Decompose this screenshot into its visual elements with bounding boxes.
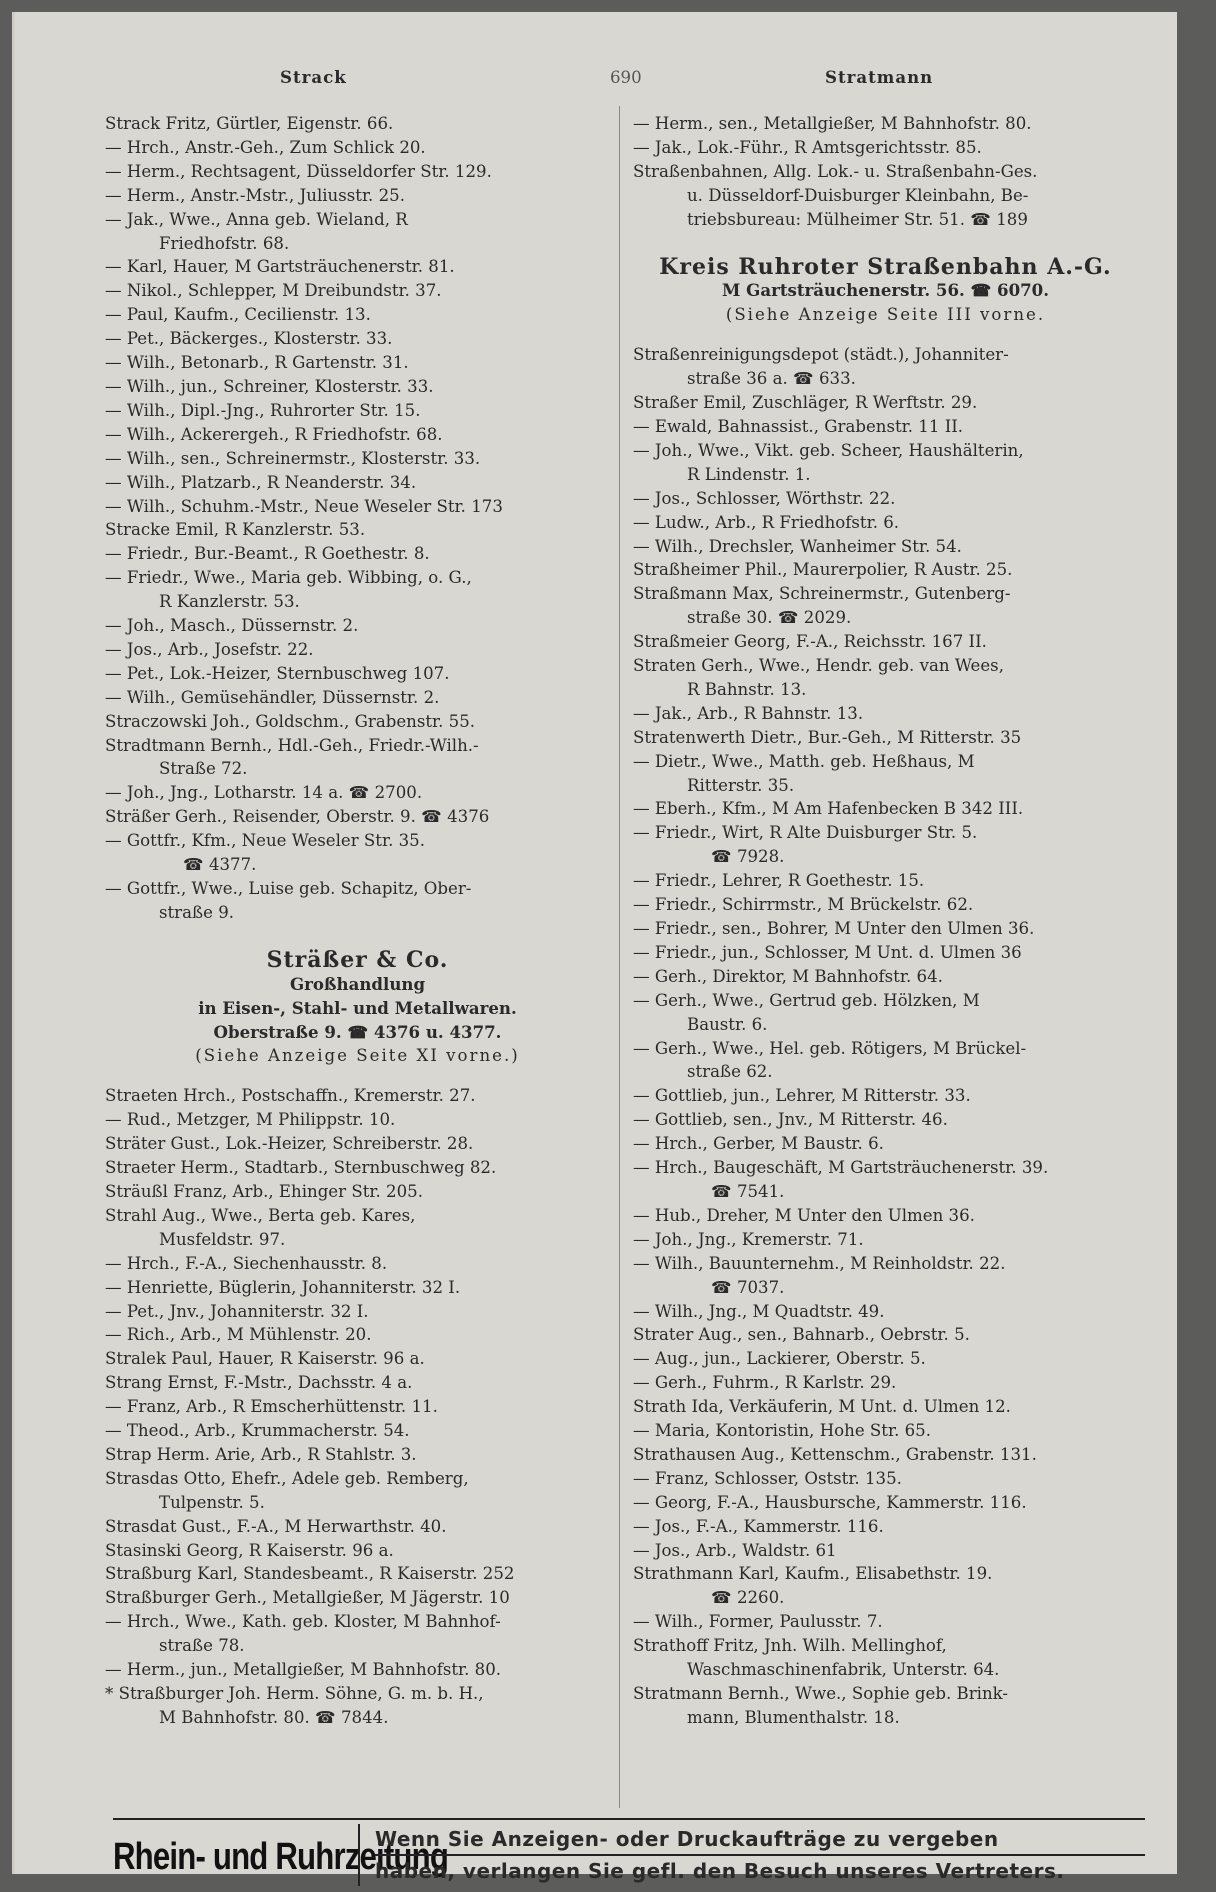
entry: — Hrch., Wwe., Kath. geb. Kloster, M Bahnhof- (105, 1612, 501, 1632)
entry: — Wilh., Dipl.-Jng., Ruhrorter Str. 15. (105, 400, 421, 420)
entry: Strater Aug., sen., Bahnarb., Oebrstr. 5. (633, 1325, 970, 1345)
entry: Strap Herm. Arie, Arb., R Stahlstr. 3. (105, 1444, 417, 1464)
entry: Strath Ida, Verkäuferin, M Unt. d. Ulmen 12. (633, 1397, 1011, 1417)
entry-continuation: straße 78. (159, 1636, 245, 1656)
ad-line: (Siehe Anzeige Seite XI vorne.) (195, 1046, 520, 1066)
entry: — Gerh., Direktor, M Bahnhofstr. 64. (633, 966, 943, 986)
newspaper-logo: Rhein- und Ruhrzeitung (113, 1836, 449, 1878)
entry: Straßheimer Phil., Maurerpolier, R Austr. 25. (633, 560, 1013, 580)
entry: — Rich., Arb., M Mühlenstr. 20. (105, 1325, 372, 1345)
header-left-keyword: Strack (280, 67, 347, 87)
entry-continuation: mann, Blumenthalstr. 18. (687, 1707, 900, 1727)
entry: — Gottlieb, sen., Jnv., M Ritterstr. 46. (633, 1110, 948, 1130)
entry: Strasdat Gust., F.-A., M Herwarthstr. 40. (105, 1516, 447, 1536)
entry: Strahl Aug., Wwe., Berta geb. Kares, (105, 1205, 416, 1225)
entry: — Wilh., Jng., M Quadtstr. 49. (633, 1301, 885, 1321)
entry-continuation: Ritterstr. 35. (687, 775, 795, 795)
entry: — Jos., Arb., Waldstr. 61 (633, 1540, 837, 1560)
entry: — Joh., Masch., Düssernstr. 2. (105, 616, 359, 636)
entry: — Friedr., Lehrer, R Goethestr. 15. (633, 871, 925, 891)
advertisement-strassenbahn (633, 253, 1138, 328)
entry-continuation: straße 62. (687, 1062, 773, 1082)
entry-continuation: Musfeldstr. 97. (159, 1229, 286, 1249)
entry-continuation: ☎ 2260. (711, 1588, 785, 1608)
entry: — Hub., Dreher, M Unter den Ulmen 36. (633, 1205, 975, 1225)
entry: — Herm., sen., Metallgießer, M Bahnhofstr. 80. (633, 114, 1032, 133)
entry: — Joh., Jng., Kremerstr. 71. (633, 1229, 864, 1249)
entry: — Henriette, Büglerin, Johanniterstr. 32 I. (105, 1277, 461, 1297)
entry: Straßburger Gerh., Metallgießer, M Jägerstr. 10 (105, 1588, 510, 1608)
entry-continuation: Waschmaschinenfabrik, Unterstr. 64. (687, 1660, 1000, 1680)
entry: * Straßburger Joh. Herm. Söhne, G. m. b. H., (105, 1684, 484, 1703)
entry: — Jos., F.-A., Kammerstr. 116. (633, 1516, 884, 1536)
entry: — Gerh., Wwe., Hel. geb. Rötigers, M Brückel- (633, 1038, 1027, 1058)
footer-ad-line: Wenn Sie Anzeigen- oder Druckaufträge zu vergeben (375, 1824, 1145, 1856)
entry: Stratmann Bernh., Wwe., Sophie geb. Brink- (633, 1684, 1009, 1703)
entry-continuation: triebsbureau: Mülheimer Str. 51. ☎ 189 (687, 209, 1028, 229)
entry: Straßenreinigungsdepot (städt.), Johanniter- (633, 345, 1009, 365)
entry: — Friedr., Schirrmstr., M Brückelstr. 62. (633, 895, 974, 915)
ad-line: Oberstraße 9. ☎ 4376 u. 4377. (213, 1021, 502, 1042)
entry: — Pet., Jnv., Johanniterstr. 32 I. (105, 1301, 369, 1321)
entry-continuation: straße 9. (159, 902, 235, 922)
entry: — Friedr., sen., Bohrer, M Unter den Ulmen 36. (633, 919, 1035, 938)
entry-continuation: ☎ 7928. (711, 847, 785, 867)
entry: — Hrch., Anstr.-Geh., Zum Schlick 20. (105, 137, 426, 157)
entry: — Ewald, Bahnassist., Grabenstr. 11 II. (633, 416, 964, 436)
entry: — Wilh., jun., Schreiner, Klosterstr. 33. (105, 376, 434, 396)
ad-line: Großhandlung (289, 973, 426, 994)
ad-title: Kreis Ruhroter Straßenbahn A.-G. (659, 253, 1112, 280)
entry: Stracke Emil, R Kanzlerstr. 53. (105, 520, 366, 540)
entry: — Aug., jun., Lackierer, Oberstr. 5. (633, 1349, 926, 1369)
entry: — Paul, Kaufm., Cecilienstr. 13. (105, 305, 371, 325)
entry: Strathoff Fritz, Jnh. Wilh. Mellinghof, (633, 1636, 947, 1656)
entry: — Wilh., Platzarb., R Neanderstr. 34. (105, 472, 417, 492)
entry: — Hrch., F.-A., Siechenhausstr. 8. (105, 1253, 388, 1273)
entry: — Gottlieb, jun., Lehrer, M Ritterstr. 33. (633, 1086, 971, 1106)
entry: — Maria, Kontoristin, Hohe Str. 65. (633, 1421, 932, 1441)
entry: Straßmann Max, Schreinermstr., Gutenberg- (633, 584, 1011, 604)
entry: — Jak., Lok.-Führ., R Amtsgerichtsstr. 85. (633, 137, 982, 157)
entry: Strathmann Karl, Kaufm., Elisabethstr. 19. (633, 1564, 993, 1584)
entry: — Friedr., Wirt, R Alte Duisburger Str. 5. (633, 823, 978, 843)
directory-page (105, 66, 1153, 1883)
ad-line: M Gartsträuchenerstr. 56. ☎ 6070. (722, 280, 1049, 301)
entry: — Wilh., Bauunternehm., M Reinholdstr. 22. (633, 1253, 1006, 1273)
entry: — Herm., jun., Metallgießer, M Bahnhofstr. 80. (105, 1660, 502, 1680)
footer-ad-line: haben, verlangen Sie gefl. den Besuch unseres Vertreters. (375, 1859, 1065, 1883)
entry: — Hrch., Baugeschäft, M Gartsträuchenerstr. 39. (633, 1158, 1049, 1178)
entry: — Wilh., sen., Schreinermstr., Klosterstr. 33. (105, 448, 481, 468)
footer-ad-text (375, 1824, 1145, 1886)
entry: — Wilh., Betonarb., R Gartenstr. 31. (105, 353, 409, 373)
entry-continuation: M Bahnhofstr. 80. ☎ 7844. (159, 1707, 389, 1727)
entry: — Wilh., Ackerergeh., R Friedhofstr. 68. (105, 424, 443, 444)
entry: — Herm., Anstr.-Mstr., Juliusstr. 25. (105, 185, 405, 205)
page-header (105, 66, 1153, 102)
entry: — Rud., Metzger, M Philippstr. 10. (105, 1110, 396, 1130)
entry: Stradtmann Bernh., Hdl.-Geh., Friedr.-Wilh.- (105, 735, 479, 755)
entry: Straßburg Karl, Standesbeamt., R Kaiserstr. 252 (105, 1564, 515, 1584)
entry: — Wilh., Schuhm.-Mstr., Neue Weseler Str. 173 (105, 496, 503, 516)
entry-continuation: ☎ 7541. (711, 1181, 785, 1201)
entry: Sträter Gust., Lok.-Heizer, Schreiberstr. 28. (105, 1134, 474, 1154)
entry-continuation: u. Düsseldorf-Duisburger Kleinbahn, Be- (687, 185, 1029, 205)
entry: — Hrch., Gerber, M Baustr. 6. (633, 1134, 884, 1154)
entry-continuation: R Kanzlerstr. 53. (159, 592, 300, 612)
entry-continuation: Baustr. 6. (687, 1014, 768, 1034)
entry: Strack Fritz, Gürtler, Eigenstr. 66. (105, 114, 394, 133)
entry: — Franz, Schlosser, Oststr. 135. (633, 1468, 902, 1488)
entry: — Franz, Arb., R Emscherhüttenstr. 11. (105, 1397, 438, 1417)
entry: Straßmeier Georg, F.-A., Reichsstr. 167 II. (633, 632, 987, 652)
entry: — Ludw., Arb., R Friedhofstr. 6. (633, 512, 900, 532)
entry: Straeter Herm., Stadtarb., Sternbuschweg 82. (105, 1158, 497, 1178)
entry: — Jos., Arb., Josefstr. 22. (105, 639, 314, 659)
entry: — Eberh., Kfm., M Am Hafenbecken B 342 III. (633, 799, 1024, 819)
footer-divider (358, 1824, 360, 1886)
footer-advertisement (113, 1818, 1145, 1892)
entry-continuation: straße 36 a. ☎ 633. (687, 369, 856, 389)
entry: Straeten Hrch., Postschaffn., Kremerstr. 27. (105, 1086, 476, 1106)
entry: — Gerh., Wwe., Gertrud geb. Hölzken, M (633, 990, 980, 1010)
entry-continuation: Friedhofstr. 68. (159, 233, 290, 253)
entry: — Herm., Rechtsagent, Düsseldorfer Str. 129. (105, 161, 492, 181)
entry-continuation: ☎ 4377. (183, 855, 257, 875)
entry-continuation: ☎ 7037. (711, 1277, 785, 1297)
entry: Strasdas Otto, Ehefr., Adele geb. Remberg, (105, 1468, 469, 1488)
entry: Stralek Paul, Hauer, R Kaiserstr. 96 a. (105, 1349, 425, 1369)
entry-continuation: R Lindenstr. 1. (687, 464, 811, 484)
entry: — Jak., Arb., R Bahnstr. 13. (633, 703, 864, 723)
entry-continuation: R Bahnstr. 13. (687, 679, 807, 699)
entry: — Joh., Wwe., Vikt. geb. Scheer, Haushälterin, (633, 440, 1024, 460)
ad-line: (Siehe Anzeige Seite III vorne. (725, 305, 1046, 325)
entry: Straßer Emil, Zuschläger, R Werftstr. 29. (633, 393, 978, 413)
entry: — Jos., Schlosser, Wörthstr. 22. (633, 488, 896, 508)
entry: — Pet., Bäckerges., Klosterstr. 33. (105, 329, 393, 349)
entry-continuation: Tulpenstr. 5. (159, 1492, 265, 1512)
left-column (105, 112, 610, 1730)
column-divider (619, 106, 620, 1808)
entry: Strang Ernst, F.-Mstr., Dachsstr. 4 a. (105, 1373, 413, 1393)
entry: Sträußl Franz, Arb., Ehinger Str. 205. (105, 1181, 423, 1201)
page-number: 690 (610, 68, 642, 87)
entry: Straten Gerh., Wwe., Hendr. geb. van Wees, (633, 656, 1004, 676)
entry: — Karl, Hauer, M Gartsträuchenerstr. 81. (105, 257, 455, 277)
entry: Strathausen Aug., Kettenschm., Grabenstr. 131. (633, 1444, 1037, 1464)
entry: Straßenbahnen, Allg. Lok.- u. Straßenbahn-Ges. (633, 161, 1038, 181)
ad-line: in Eisen-, Stahl- und Metallwaren. (198, 997, 517, 1018)
entry: — Dietr., Wwe., Matth. geb. Heßhaus, M (633, 751, 975, 771)
entry-continuation: Straße 72. (159, 759, 248, 779)
advertisement-straesser (105, 946, 610, 1069)
page-sheet (12, 12, 1177, 1883)
entry: — Wilh., Drechsler, Wanheimer Str. 54. (633, 536, 962, 556)
header-right-keyword: Stratmann (825, 67, 934, 87)
entry: — Joh., Jng., Lotharstr. 14 a. ☎ 2700. (105, 783, 423, 803)
entry-continuation: straße 30. ☎ 2029. (687, 608, 852, 628)
entry: — Friedr., jun., Schlosser, M Unt. d. Ulmen 36 (633, 942, 1022, 962)
entry: — Gottfr., Wwe., Luise geb. Schapitz, Ober- (105, 879, 472, 898)
entry: — Nikol., Schlepper, M Dreibundstr. 37. (105, 281, 442, 301)
entry: — Georg, F.-A., Hausbursche, Kammerstr. 116. (633, 1492, 1027, 1512)
entry: — Wilh., Former, Paulusstr. 7. (633, 1612, 883, 1632)
entry: — Friedr., Wwe., Maria geb. Wibbing, o. G., (105, 568, 472, 588)
entry: Straczowski Joh., Goldschm., Grabenstr. 55. (105, 711, 476, 731)
entry: Stasinski Georg, R Kaiserstr. 96 a. (105, 1540, 394, 1560)
right-column (633, 112, 1138, 1730)
entry: — Gerh., Fuhrm., R Karlstr. 29. (633, 1373, 897, 1393)
entry: — Wilh., Gemüsehändler, Düssernstr. 2. (105, 687, 440, 707)
entry: — Friedr., Bur.-Beamt., R Goethestr. 8. (105, 544, 430, 564)
ad-title: Sträßer & Co. (266, 946, 449, 973)
entry: — Pet., Lok.-Heizer, Sternbuschweg 107. (105, 663, 450, 683)
entry: Stratenwerth Dietr., Bur.-Geh., M Ritterstr. 35 (633, 727, 1022, 747)
entry: — Theod., Arb., Krummacherstr. 54. (105, 1421, 410, 1441)
entry: Sträßer Gerh., Reisender, Oberstr. 9. ☎ 4376 (105, 807, 490, 827)
entry: — Jak., Wwe., Anna geb. Wieland, R (105, 209, 408, 229)
entry: — Gottfr., Kfm., Neue Weseler Str. 35. (105, 831, 426, 851)
